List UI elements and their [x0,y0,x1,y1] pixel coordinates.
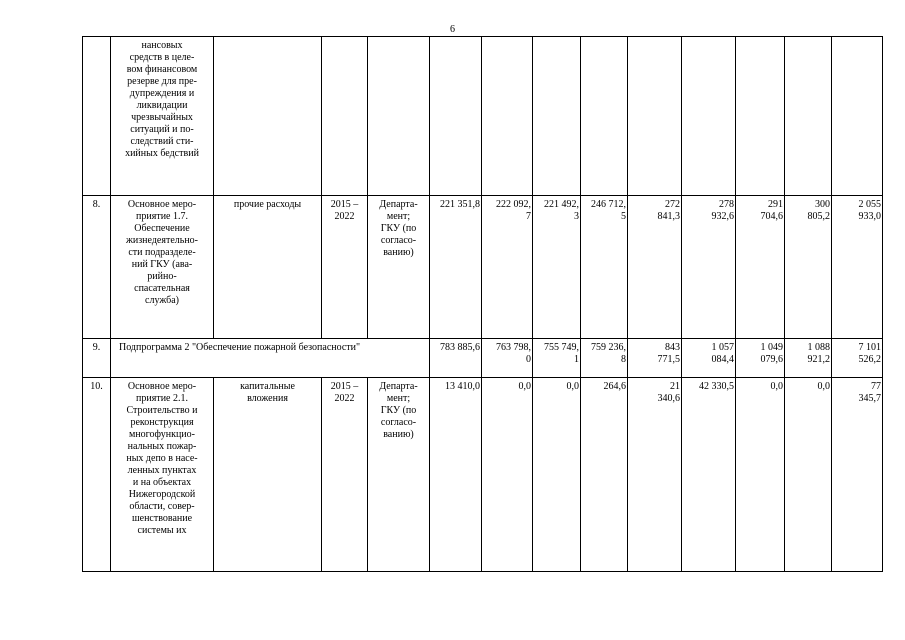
value-cell: 0,0 [785,378,832,572]
value-cell: 1 057 084,4 [682,339,736,378]
value-cell [482,37,533,196]
row-number-cell: 9. [83,339,111,378]
page-number: 6 [450,24,455,35]
value-cell: 0,0 [736,378,785,572]
period-cell [322,37,368,196]
table-row [83,37,883,196]
period-cell: 2015 – 2022 [322,378,368,572]
executor-cell: Департа- мент; ГКУ (по согласо- ванию) [368,378,430,572]
value-cell: 221 351,8 [430,196,482,339]
value-cell: 300 805,2 [785,196,832,339]
value-cell: 246 712, 5 [581,196,628,339]
value-cell [785,37,832,196]
value-cell: 0,0 [482,378,533,572]
value-cell [628,37,682,196]
value-cell: 42 330,5 [682,378,736,572]
activity-name-cell: Основное меро- приятие 1.7. Обеспечение жизнедеятельно- сти подразделе- ний ГКУ (ава- рийно- спасательная служба) [111,196,214,339]
value-cell: 7 101 526,2 [832,339,883,378]
value-cell [832,37,883,196]
value-cell [736,37,785,196]
value-cell: 755 749, 1 [533,339,581,378]
executor-cell: Департа- мент; ГКУ (по согласо- ванию) [368,196,430,339]
table-row [83,196,883,339]
expense-type-cell: капитальные вложения [214,378,322,572]
value-cell: 1 049 079,6 [736,339,785,378]
row-number-cell: 10. [83,378,111,572]
value-cell [533,37,581,196]
value-cell: 278 932,6 [682,196,736,339]
value-cell [430,37,482,196]
value-cell [581,37,628,196]
row-number-cell [83,37,111,196]
value-cell: 2 055 933,0 [832,196,883,339]
subprogram-title-cell: Подпрограмма 2 "Обеспечение пожарной безопасности" [111,339,430,378]
value-cell: 763 798, 0 [482,339,533,378]
value-cell: 272 841,3 [628,196,682,339]
table-row [83,378,883,572]
row-number-cell: 8. [83,196,111,339]
value-cell: 221 492, 3 [533,196,581,339]
value-cell: 77 345,7 [832,378,883,572]
expense-type-cell [214,37,322,196]
activity-name-cell: нансовых средств в целе- вом финансовом резерве для пре- дупреждения и ликвидации чрезвычайных ситуаций и по- следствий сти- хийных бедствий [111,37,214,196]
value-cell: 1 088 921,2 [785,339,832,378]
value-cell [682,37,736,196]
value-cell: 759 236, 8 [581,339,628,378]
table-row [83,339,883,378]
value-cell: 222 092, 7 [482,196,533,339]
period-cell: 2015 – 2022 [322,196,368,339]
expense-type-cell: прочие расходы [214,196,322,339]
budget-table [82,36,883,572]
value-cell: 264,6 [581,378,628,572]
value-cell: 13 410,0 [430,378,482,572]
value-cell: 291 704,6 [736,196,785,339]
value-cell: 21 340,6 [628,378,682,572]
value-cell: 843 771,5 [628,339,682,378]
activity-name-cell: Основное меро- приятие 2.1. Строительство и реконструкция многофункцио- нальных пожар- ных депо в насе- ленных пунктах и на объектах Нижегородской области, совер- шенствование системы их [111,378,214,572]
executor-cell [368,37,430,196]
value-cell: 0,0 [533,378,581,572]
value-cell: 783 885,6 [430,339,482,378]
